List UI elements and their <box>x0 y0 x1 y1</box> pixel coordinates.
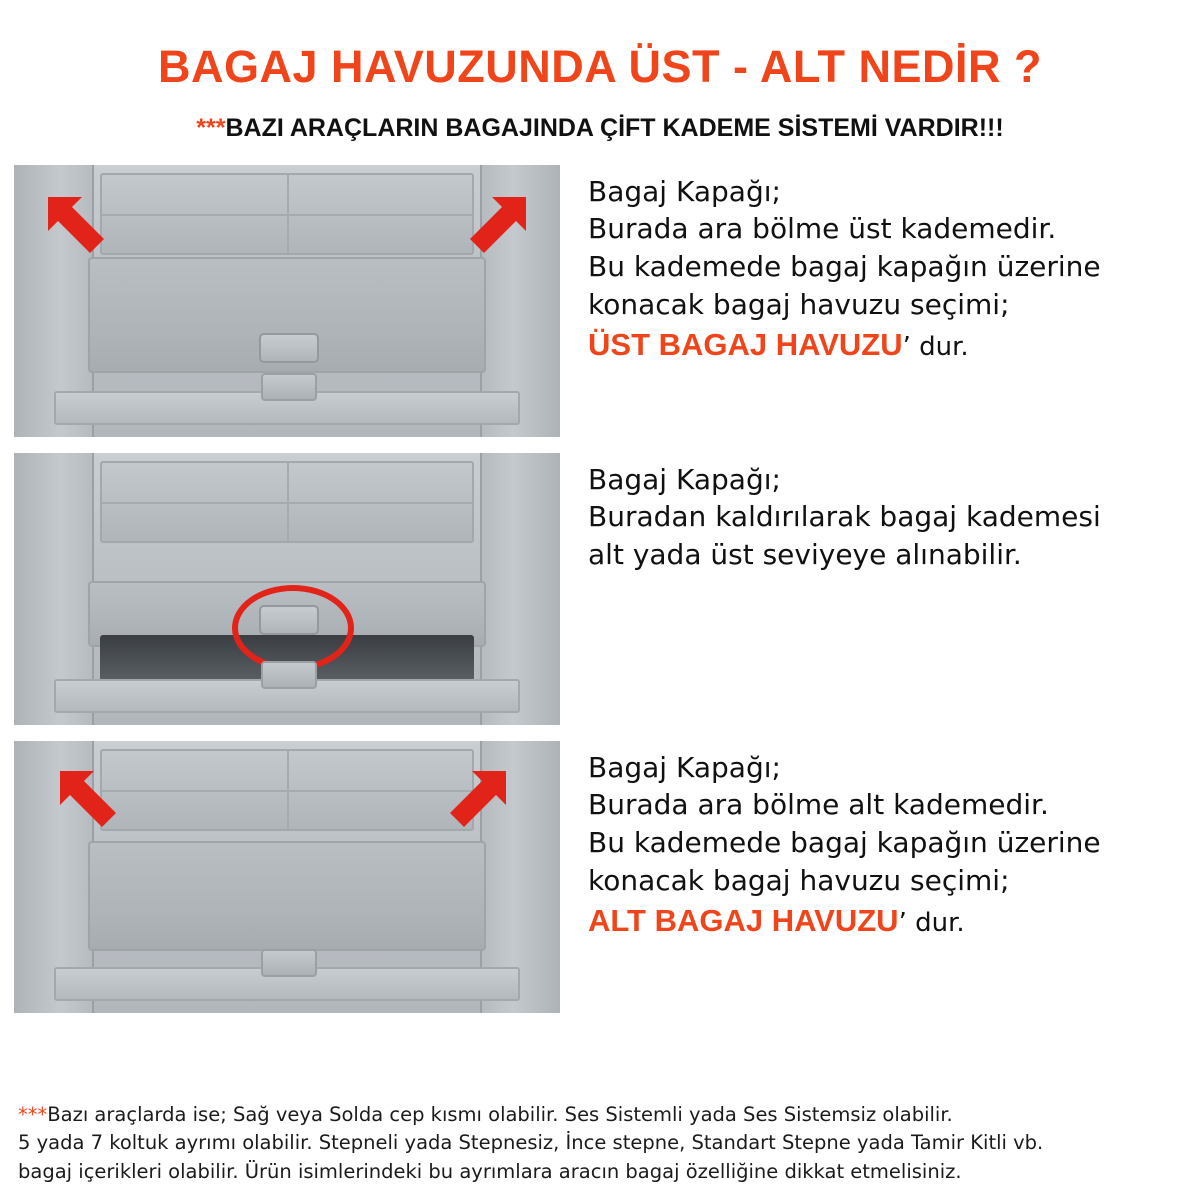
seatback-divider <box>287 751 289 829</box>
row3-line-2: Burada ara bölme alt kademedir. <box>588 788 1049 822</box>
trunk-illustration <box>14 165 560 437</box>
page-subtitle <box>0 92 1200 143</box>
row1-line-3: Bu kademede bagaj kapağın üzerine <box>588 250 1101 284</box>
row2-line-1: Bagaj Kapağı; <box>588 462 781 496</box>
footer-stars: *** <box>18 1103 48 1127</box>
row3-line-1: Bagaj Kapağı; <box>588 750 781 784</box>
rear-seatback <box>100 173 474 255</box>
row1-accent-line <box>588 324 1200 366</box>
row-lower-stage <box>0 741 1200 1013</box>
rear-seatback <box>100 749 474 831</box>
row3-accent: ALT BAGAJ HAVUZU <box>588 902 899 938</box>
row-handle <box>0 453 1200 725</box>
trunk-upper-stage-photo <box>14 165 560 437</box>
trunk-handle-photo <box>14 453 560 725</box>
footer-line-1 <box>18 1101 1182 1129</box>
footer-text-1: Bazı araçlarda ise; Sağ veya Solda cep kısmı olabilir. Ses Sistemli yada Ses Sistemsiz olabilir. <box>47 1103 953 1127</box>
row2-line-2: Buradan kaldırılarak bagaj kademesi <box>588 500 1101 534</box>
red-arrow-right-icon <box>458 191 532 265</box>
footer-note <box>18 1101 1182 1186</box>
row2-line-3: alt yada üst seviyeye alınabilir. <box>588 538 1022 572</box>
trunk-lower-stage-photo <box>14 741 560 1013</box>
rows-container <box>0 165 1200 1013</box>
cargo-floor-lower <box>88 841 486 951</box>
subtitle-stars: *** <box>196 113 226 142</box>
red-arrow-right-icon <box>438 765 512 839</box>
trunk-latch <box>261 949 317 977</box>
trunk-illustration <box>14 453 560 725</box>
row-handle-text <box>560 453 1200 574</box>
footer-text-3: bagaj içerikleri olabilir. Ürün isimlerindeki bu ayrımlara aracın bagaj özelliğine dikkat etmelisiniz. <box>18 1159 962 1183</box>
floor-handle <box>259 333 319 363</box>
row-upper-stage-text <box>560 165 1200 366</box>
red-arrow-left-icon <box>54 765 128 839</box>
page-title: BAGAJ HAVUZUNDA ÜST - ALT NEDİR ? <box>158 41 1042 92</box>
seatback-divider <box>287 175 289 253</box>
rear-seatback <box>100 461 474 543</box>
trunk-illustration <box>14 741 560 1013</box>
row3-line-3: Bu kademede bagaj kapağın üzerine <box>588 826 1101 860</box>
footer-text-2: 5 yada 7 koltuk ayrımı olabilir. Stepneli yada Stepnesiz, İnce stepne, Standart Stepne yada Tamir Kitli vb. <box>18 1131 1044 1155</box>
row-upper-stage <box>0 165 1200 437</box>
row3-accent-line <box>588 900 1200 942</box>
subtitle-text: BAZI ARAÇLARIN BAGAJINDA ÇİFT KADEME SİSTEMİ VARDIR!!! <box>225 113 1004 142</box>
row1-line-2: Burada ara bölme üst kademedir. <box>588 212 1057 246</box>
seatback-divider <box>287 463 289 541</box>
row1-accent: ÜST BAGAJ HAVUZU <box>588 326 903 362</box>
trunk-latch <box>261 373 317 401</box>
row1-line-1: Bagaj Kapağı; <box>588 174 781 208</box>
row3-line-4: konacak bagaj havuzu seçimi; <box>588 863 1010 897</box>
red-ellipse-highlight <box>232 585 354 671</box>
trunk-latch <box>261 661 317 689</box>
red-arrow-left-icon <box>42 191 116 265</box>
row1-line-4: konacak bagaj havuzu seçimi; <box>588 287 1010 321</box>
row-lower-stage-text <box>560 741 1200 942</box>
row3-accent-suffix: ’ dur. <box>898 907 965 938</box>
row1-accent-suffix: ’ dur. <box>902 331 969 362</box>
